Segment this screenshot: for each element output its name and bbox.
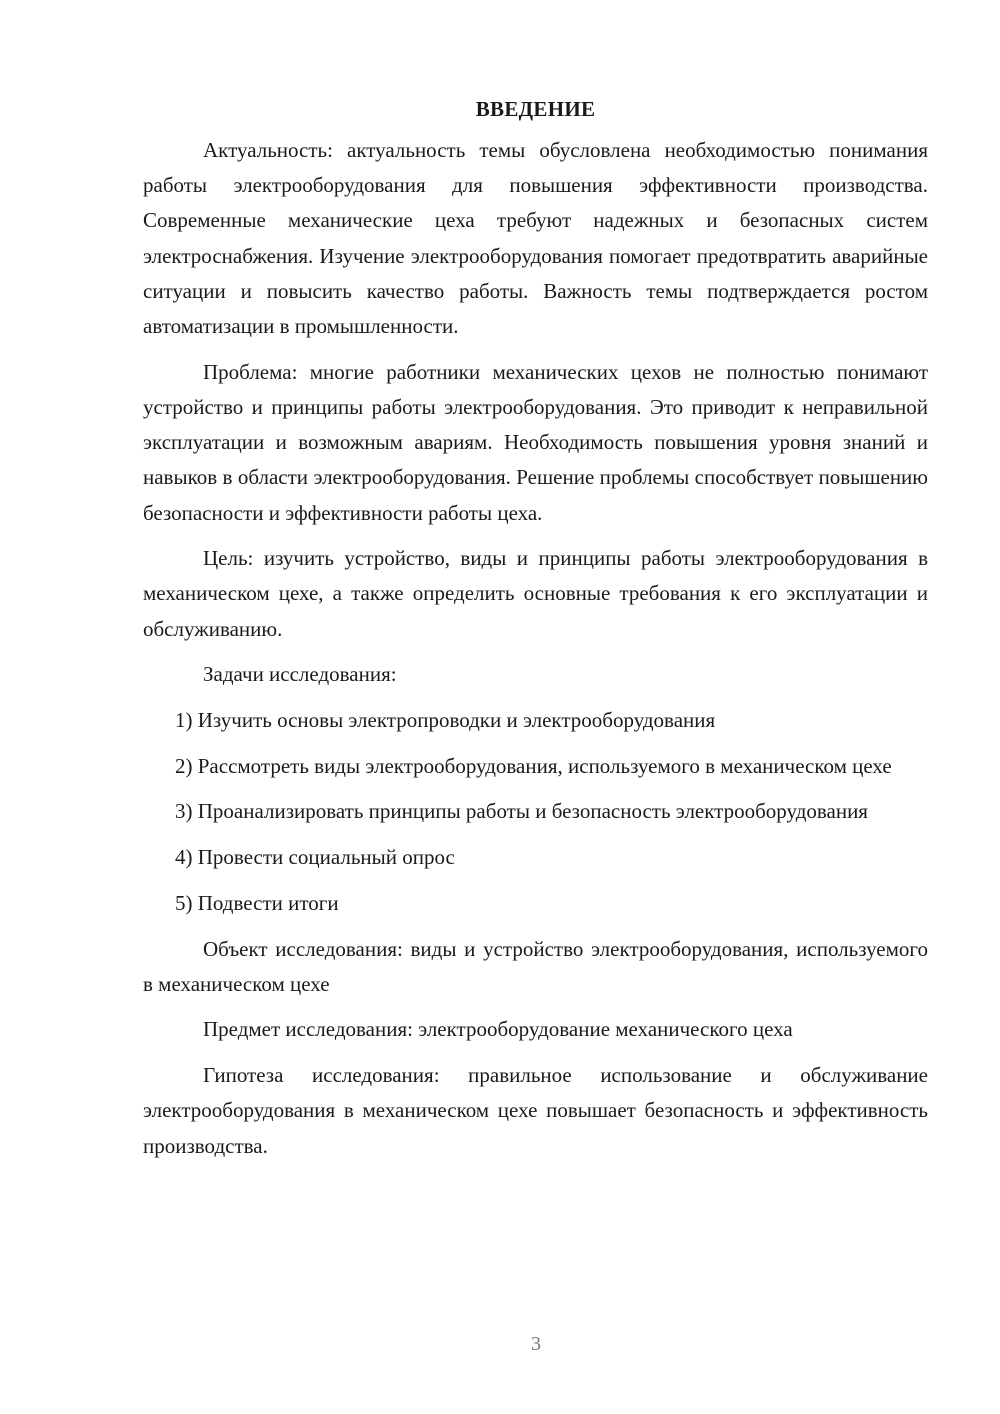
paragraph: Гипотеза исследования: правильное использование и обслуживание электрооборудования в механическом цехе повышает безопасность и эффективность производства.	[143, 1063, 928, 1158]
list-item: 2) Рассмотреть виды электрооборудования, используемого в механическом цехе	[175, 753, 892, 778]
document-body	[143, 133, 928, 1164]
paragraph: Объект исследования: виды и устройство электрооборудования, используемого в механическом цехе	[143, 936, 928, 996]
page-number: 3	[531, 1333, 541, 1355]
paragraph: Цель: изучить устройство, виды и принципы работы электрооборудования в механическом цехе, а также определить основные требования к его эксплуатации и обслуживанию.	[143, 546, 928, 641]
paragraph: Предмет исследования: электрооборудование механического цеха	[203, 1017, 793, 1042]
paragraph: Актуальность: актуальность темы обусловлена необходимостью понимания работы электрооборудования для повышения эффективности производства. Современные механические цеха требуют надежных и безопасных систем электроснабжения. Изучение электрооборудования помогает предотвратить аварийные ситуации и повысить качество работы. Важность темы подтверждается ростом автоматизации в промышленности.	[143, 138, 928, 339]
paragraph: Задачи исследования:	[203, 662, 397, 687]
list-item: 4) Провести социальный опрос	[175, 845, 455, 870]
list-item: 5) Подвести итоги	[175, 890, 339, 915]
list-item: 3) Проанализировать принципы работы и безопасность электрооборудования	[175, 799, 868, 824]
list-item: 1) Изучить основы электропроводки и электрооборудования	[175, 708, 716, 733]
section-title: ВВЕДЕНИЕ	[475, 97, 596, 121]
document-page	[143, 92, 928, 1174]
paragraph: Проблема: многие работники механических цехов не полностью понимают устройство и принципы работы электрооборудования. Это приводит к неправильной эксплуатации и возможным авариям. Необходимость повышения уровня знаний и навыков в области электрооборудования. Решение проблемы способствует повышению безопасности и эффективности работы цеха.	[143, 359, 928, 525]
